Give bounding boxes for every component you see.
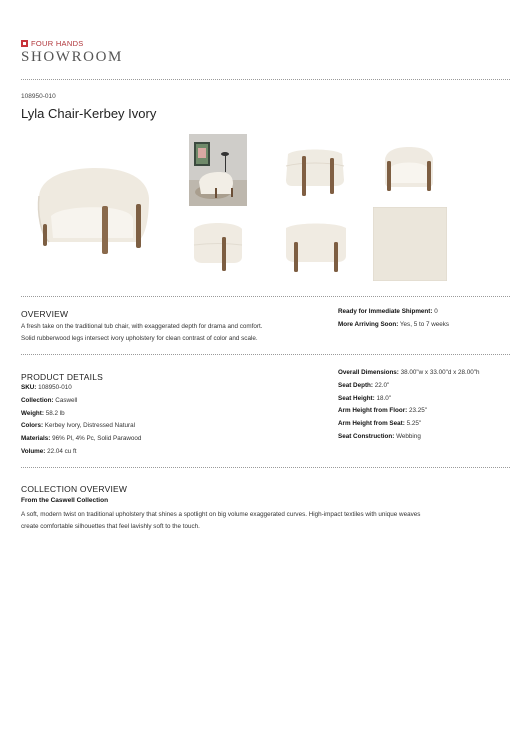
detail-label: Colors: bbox=[21, 422, 44, 430]
detail-value: 22.04 cu ft bbox=[45, 447, 77, 455]
detail-row-seat-construction bbox=[338, 431, 479, 444]
divider bbox=[21, 354, 510, 355]
chair-back-angle-photo bbox=[190, 217, 246, 273]
details-right bbox=[338, 367, 479, 444]
fabric-swatch-photo bbox=[373, 207, 447, 281]
detail-row-seat-depth bbox=[338, 380, 479, 393]
detail-label: Collection: bbox=[21, 396, 54, 404]
detail-label: Arm Height from Seat: bbox=[338, 420, 405, 428]
shipping-ready-label: Ready for Immediate Shipment: bbox=[338, 308, 433, 315]
detail-value: 5.25" bbox=[404, 420, 422, 428]
detail-row-volume bbox=[21, 446, 141, 459]
detail-value: 96% Pl, 4% Pc, Solid Parawood bbox=[50, 435, 142, 443]
brand-logo bbox=[21, 39, 123, 66]
detail-label: Seat Construction: bbox=[338, 432, 395, 440]
chair-side-view-photo bbox=[282, 142, 348, 198]
divider bbox=[21, 296, 510, 297]
brand-showroom: SHOWROOM bbox=[21, 49, 123, 65]
shipping-arriving-row bbox=[338, 319, 449, 332]
detail-label: Seat Depth: bbox=[338, 381, 373, 389]
product-details-heading: PRODUCT DETAILS bbox=[21, 372, 104, 382]
overview-line: Solid rubberwood legs intersect ivory upholstery for clean contrast of color and scale. bbox=[21, 335, 258, 342]
shipping-arriving-value: Yes, 5 to 7 weeks bbox=[398, 320, 450, 328]
four-hands-logo-icon bbox=[21, 40, 28, 47]
divider bbox=[21, 467, 510, 468]
detail-row-colors bbox=[21, 420, 141, 433]
detail-row-arm-height-seat bbox=[338, 418, 479, 431]
detail-row-overall-dimensions bbox=[338, 367, 479, 380]
detail-value: 18.0" bbox=[374, 394, 391, 402]
detail-row-collection bbox=[21, 395, 141, 408]
chair-lifestyle-room-photo bbox=[189, 134, 247, 206]
shipping-ready-row bbox=[338, 306, 449, 319]
detail-row-weight bbox=[21, 408, 141, 421]
product-title: Lyla Chair-Kerbey Ivory bbox=[21, 106, 157, 121]
overview-line: A fresh take on the traditional tub chair, with exaggerated depth for drama and comfort. bbox=[21, 323, 263, 330]
detail-label: SKU: bbox=[21, 384, 37, 391]
collection-line: A soft, modern twist on traditional upholstery that shines a spotlight on big volume exaggerated curves. High-impact textiles with unique weaves bbox=[21, 511, 421, 518]
collection-text bbox=[21, 509, 511, 533]
chair-three-quarter-view-photo bbox=[29, 154, 155, 260]
collection-line: create comfortable silhouettes that feel lavishly soft to the touch. bbox=[21, 523, 200, 530]
collection-overview-heading: COLLECTION OVERVIEW bbox=[21, 484, 128, 494]
detail-label: Seat Height: bbox=[338, 394, 375, 402]
detail-row-arm-height-floor bbox=[338, 405, 479, 418]
divider bbox=[21, 79, 510, 80]
shipping-ready-value: 0 bbox=[432, 308, 438, 315]
detail-value: Caswell bbox=[53, 396, 78, 404]
detail-value: 23.25" bbox=[407, 407, 428, 415]
shipping-arriving-label: More Arriving Soon: bbox=[338, 320, 399, 328]
collection-subheading: From the Caswell Collection bbox=[21, 497, 109, 504]
shipping-info bbox=[338, 306, 449, 332]
product-sku: 108950-010 bbox=[21, 93, 56, 100]
overview-text bbox=[21, 321, 331, 345]
detail-label: Weight: bbox=[21, 409, 44, 417]
details-left bbox=[21, 382, 141, 459]
chair-front-view-photo bbox=[381, 143, 437, 193]
detail-row-sku bbox=[21, 382, 141, 395]
overview-heading: OVERVIEW bbox=[21, 309, 69, 319]
brand-small-text: FOUR HANDS bbox=[31, 39, 84, 48]
detail-label: Materials: bbox=[21, 435, 51, 443]
detail-value: Webbing bbox=[394, 432, 421, 440]
detail-label: Arm Height from Floor: bbox=[338, 407, 408, 415]
detail-value: 22.0" bbox=[373, 381, 390, 389]
brand-small bbox=[21, 39, 123, 48]
detail-value: 58.2 lb bbox=[43, 409, 65, 417]
detail-value: 108950-010 bbox=[36, 384, 72, 391]
detail-value: Kerbey Ivory, Distressed Natural bbox=[43, 422, 135, 430]
detail-row-seat-height bbox=[338, 393, 479, 406]
chair-back-view-photo bbox=[282, 218, 350, 274]
detail-row-materials bbox=[21, 433, 141, 446]
detail-value: 38.00"w x 33.00"d x 28.00"h bbox=[398, 369, 480, 376]
detail-label: Volume: bbox=[21, 447, 46, 455]
detail-label: Overall Dimensions: bbox=[338, 369, 399, 376]
